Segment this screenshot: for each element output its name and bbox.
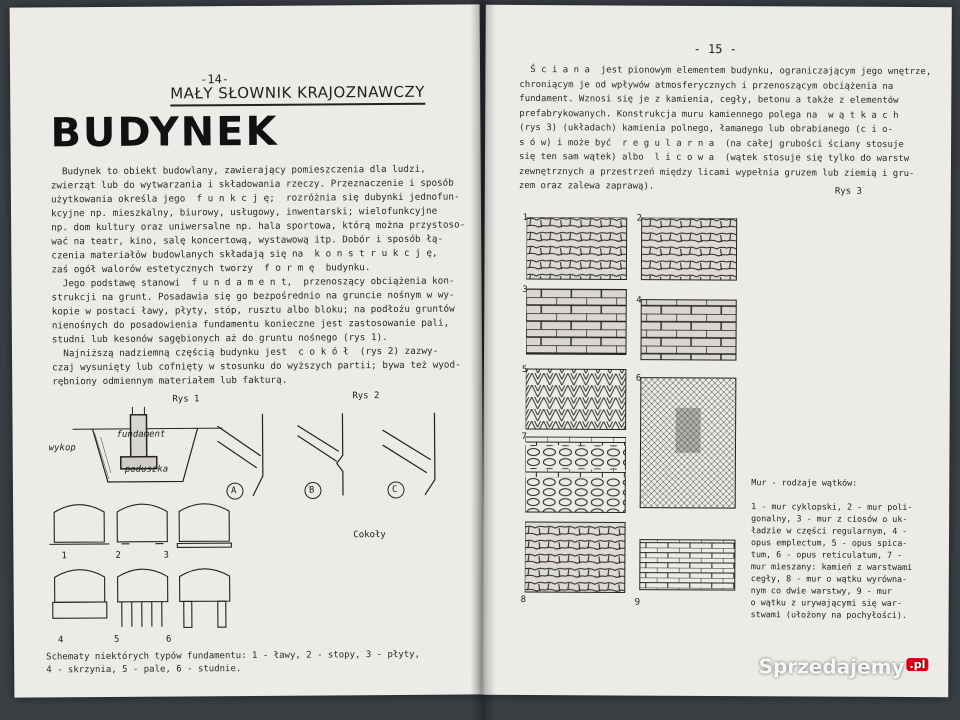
fig2-letter-c: C (391, 484, 398, 495)
schema-number-1: 1 (61, 551, 67, 562)
panel-number-3: 3 (522, 284, 528, 296)
fig3-label: Rys 3 (834, 186, 862, 197)
fig2-letter-a: A (230, 486, 237, 497)
cokoly-caption: Cokoły (353, 530, 386, 541)
paragraph-fundament: Jego podstawę stanowi f u n d a m e n t, przenoszący obciążenia kon- strukcji na grunt. Posadawia się go bezpośrednio na gruncie nośnym w wy- kopie w postaci ławy, płyty, stóp, rusztu albo bloku; na podłożu gruntów nienośnych do posadowienia fundamentu konieczne jest zastosowanie pali, studni lub kesonów sagębionych aż do gruntu nośnego (rys 1). (51, 275, 455, 346)
right-page (482, 5, 952, 697)
paragraph-cokol: Najniższą nadziemną częścią budynku jest c o k ó ł (rys 2) zazwy- czaj wysunięty lub cofnięty w stosunku do wyższych partii; bywa też wyod- rębniony odmiennym materiałem lub fakturą. (51, 345, 461, 388)
main-heading: BUDYNEK (50, 108, 279, 157)
left-page (10, 4, 485, 697)
series-title: MAŁY SŁOWNIK KRAJOZNAWCZY (170, 83, 425, 107)
panel-number-9: 9 (634, 597, 641, 608)
schema-number-2: 2 (115, 550, 121, 561)
schema-caption: Schematy niektórych typów fundamentu: 1 - ławy, 2 - stopy, 3 - płyty, 4 - skrzynia, 5 - pale, 6 - studnie. (46, 649, 421, 676)
panel-number-4: 4 (636, 295, 642, 306)
right-page-number: - 15 - (693, 41, 737, 57)
fig1-fundament-label: fundament (116, 429, 166, 440)
panel-number-1: 1 (522, 212, 529, 224)
masonry-patterns-drawing (525, 217, 742, 608)
book-gutter (470, 0, 496, 720)
schema-number-5: 5 (113, 634, 120, 645)
schema-number-3: 3 (163, 550, 169, 561)
panel-number-5: 5 (521, 364, 528, 376)
panel-number-8: 8 (520, 594, 527, 606)
fig2-plinth-drawing (212, 404, 463, 506)
fig1-poduszka-label: poduszka (124, 464, 169, 475)
watermark-logo: Sprzedajemy .pl (759, 654, 929, 679)
paragraph-budynek: Budynek to obiekt budowlany, zawierający pomieszczenia dla ludzi, zwierząt lub do wytwarzania i składowania rzeczy. Przeznaczenie i sposób użytkowania określa jego f u n k c j ę; rozróżnia się dubynki jednofun- kcyjne np. mieszkalny, biurowy, usługowy, inwentarski; wielofunkcyjne np. dom kultury oraz uniwersalne np. hala sportowa, którą można przystoso- wać na teatr, kino, salę koncertową, wystawową itp. Dobór i sposób łą- czenia materiałów budowlanych składają się na k o n s t r u k c j ę, zaś ogół walorów estetycznych tworzy f o r m ę budynku. (50, 163, 466, 276)
paragraph-sciana: Ś c i a n a jest pionowym elementem budynku, ograniczającym jego wnętrze, chroniącym je od wpływów atmosferycznych i przenoszącym obciążenia na fundament. Wznosi się je z kamienia, cegły, betonu a także z elementów prefabrykowanych. Konstrukcja muru kamiennego polega na w ą t k a c h (rys 3) (układach) kamienia polnego, łamanego lub obrabianego (c i o- s ó w) i może być r e g u l a r n a (na całej grubości ściany stosuje się ten sam wątek) albo l i c o w a (wątek stosuje się tylko do warstw zewnętrznych a przestrzeń między licami wypełnia gruzem lub ziemią i gru- zem oraz zalewa zaprawą). (518, 64, 932, 192)
panel-number-7: 7 (521, 431, 527, 443)
fig2-letter-b: B (308, 485, 315, 496)
schema-number-4: 4 (57, 635, 64, 646)
fig1-wykop-label: wykop (48, 443, 76, 454)
panel-number-6: 6 (635, 373, 642, 384)
foundation-schemas-drawing (49, 491, 250, 647)
fig1-label: Rys 1 (172, 394, 200, 405)
left-page-number: -14- (200, 72, 230, 87)
masonry-legend: Mur - rodzaje wątków: 1 - mur cyklopski, 2 - mur poli- gonalny, 3 - mur z ciosów o uk- ładzie w części regularnym, 4 - opus emplectum, 5 - opus spica- tum, 6 - opus reticulatum, 7 - mur mieszany: kamień z warstwami cegły, 8 - mur o wątku wyrówna- nym co dwie warstwy, 9 - mur o wątku z urywającymi się war- stwami (ułożony na pochyłości). (750, 477, 913, 620)
fig2-label: Rys 2 (352, 391, 380, 402)
fig1-foundation-drawing (72, 406, 223, 497)
schema-number-6: 6 (165, 634, 172, 645)
panel-number-2: 2 (636, 213, 643, 224)
